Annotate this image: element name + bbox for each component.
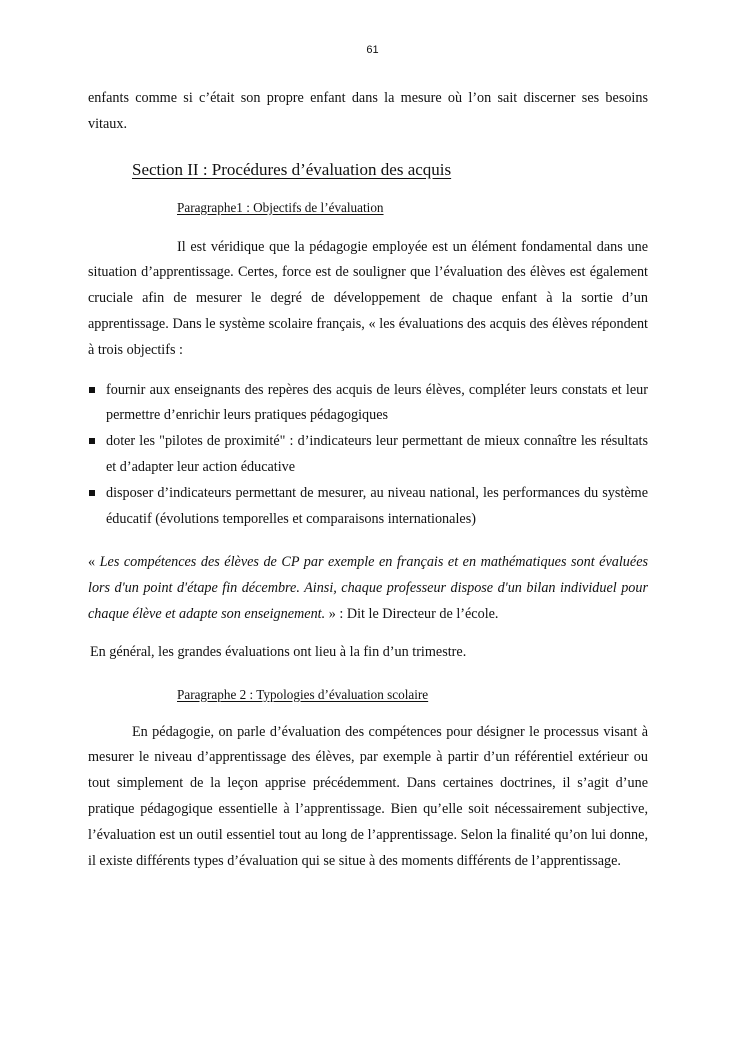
quote-italic: Les compétences des élèves de CP par exemple en français et en mathématiques sont évaluées lors d'un point d'étape fin décembre. Ainsi, chaque professeur dispose d'un bilan individuel pour chaque élève et adapte son enseignement. bbox=[88, 554, 649, 622]
list-item: fournir aux enseignants des repères des acquis de leurs élèves, compléter leurs constats et leur permettre d’enrichir leurs pratiques pédagogiques bbox=[88, 378, 648, 430]
list-item: disposer d’indicateurs permettant de mesurer, au niveau national, les performances du système éducatif (évolutions temporelles et comparaisons internationales) bbox=[88, 481, 648, 533]
section-title: Section II : Procédures d’évaluation des acquis bbox=[132, 159, 452, 179]
quote-open: « bbox=[88, 554, 100, 571]
page-body bbox=[88, 86, 648, 874]
intro-paragraph: enfants comme si c’était son propre enfant dans la mesure où l’on sait discerner ses besoins vitaux. bbox=[88, 90, 648, 132]
list-item: doter les "pilotes de proximité" : d’indicateurs leur permettant de mieux connaître les résultats et d’adapter leur action éducative bbox=[88, 429, 648, 481]
objectives-list bbox=[88, 378, 648, 533]
paragraph2-title: Paragraphe 2 : Typologies d’évaluation scolaire bbox=[177, 686, 429, 702]
paragraph1-text: Il est véridique que la pédagogie employée est un élément fondamental dans une situation d’apprentissage. Certes, force est de souligner que l’évaluation des élèves est également cruciale afin de mesurer le degré de développement de chaque enfant à la sortie d’un apprentissage. Dans le système scolaire français, « les évaluations des acquis des élèves répondent à trois objectifs : bbox=[88, 238, 648, 358]
paragraph2-text: En pédagogie, on parle d’évaluation des compétences pour désigner le processus visant à mesurer le niveau d’apprentissage des élèves, par exemple à partir d’un référentiel extérieur ou tout simplement de la leçon apprise précédemment. Dans certaines doctrines, il s’agit d’une pratique pédagogique essentielle à l’apprentissage. Bien qu’elle soit nécessairement subjective, l’évaluation est un outil essentiel tout au long de l’apprentissage. Selon la finalité qu’on lui donne, il existe différents types d’évaluation qui se situe à des moments différents de l’apprentissage. bbox=[88, 723, 648, 869]
quote-close: » : Dit le Directeur de l’école. bbox=[325, 605, 499, 622]
paragraph1-title: Paragraphe1 : Objectifs de l’évaluation bbox=[177, 199, 384, 215]
director-quote bbox=[88, 550, 648, 627]
general-note: En général, les grandes évaluations ont lieu à la fin d’un trimestre. bbox=[90, 643, 467, 660]
page-number: 61 bbox=[366, 44, 379, 56]
